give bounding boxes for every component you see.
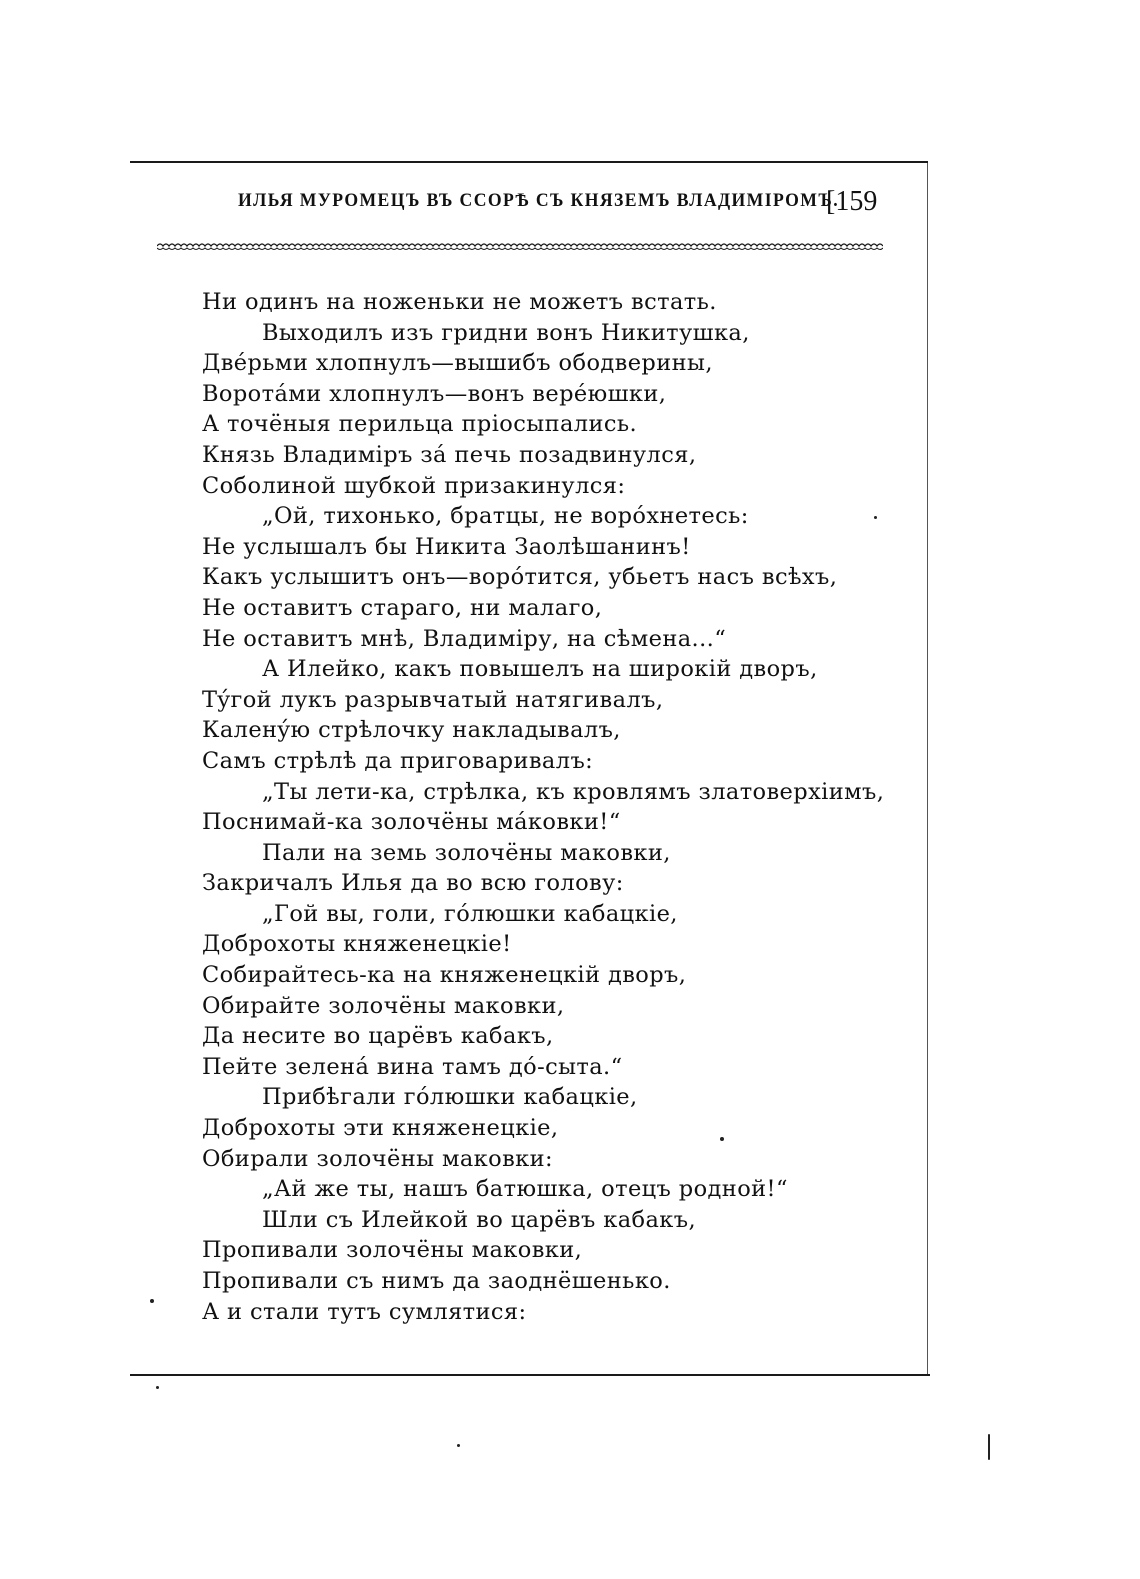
- verse-line: А Илейко, какъ повышелъ на широкій дворъ,: [262, 656, 818, 683]
- verse-line: „Ай же ты, нашъ батюшка, отецъ родной!“: [262, 1176, 788, 1203]
- verse-line: Прибѣгали гóлюшки кабацкіе,: [262, 1084, 638, 1111]
- verse-line: Не услышалъ бы Никита Заолѣшанинъ!: [202, 533, 691, 560]
- verse-line: Пропивали съ нимъ да заоднёшенько.: [202, 1268, 671, 1294]
- scan-speck: [150, 1299, 154, 1303]
- verse-line: Тýгой лукъ разрывчатый натягивалъ,: [202, 686, 664, 713]
- verse-line: Не оставитъ мнѣ, Владиміру, на сѣмена...“: [202, 625, 727, 652]
- scan-speck: [874, 516, 877, 519]
- footer-bottom-rule: [130, 1374, 930, 1376]
- scan-speck: [457, 1444, 460, 1447]
- verse-line: Да несите во царёвъ кабакъ,: [202, 1023, 554, 1050]
- verse-line: „Гой вы, голи, гóлюшки кабацкіе,: [262, 900, 678, 927]
- verse-line: Двéрьми хлопнулъ—вышибъ ободверины,: [202, 350, 713, 377]
- scan-speck: [988, 1434, 990, 1460]
- verse-line: Обирали золочёны маковки:: [202, 1145, 553, 1172]
- verse-line: Пропивали золочёны маковки,: [202, 1237, 583, 1264]
- scan-speck: [720, 1137, 724, 1141]
- scan-speck: [156, 1386, 159, 1389]
- verse-line: Воротáми хлопнулъ—вонъ верéюшки,: [202, 380, 667, 407]
- verse-line: „Ой, тихонько, братцы, не ворóхнетесь:: [262, 503, 749, 530]
- verse-line: Какъ услышитъ онъ—ворóтится, убьетъ насъ всѣхъ,: [202, 564, 838, 591]
- verse-line: Пейте зеленá вина тамъ дó-сыта.“: [202, 1053, 623, 1080]
- right-page-border: [927, 163, 928, 1374]
- page-number: [159: [826, 186, 878, 217]
- verse-line: Не оставитъ стараго, ни малаго,: [202, 594, 603, 621]
- poem-text-block: [202, 287, 922, 1327]
- verse-line: Ни одинъ на ноженьки не можетъ встать.: [202, 289, 717, 315]
- verse-line: Самъ стрѣлѣ да приговаривалъ:: [202, 747, 594, 774]
- verse-line: Князь Владиміръ зá печь позадвинулся,: [202, 441, 697, 468]
- verse-line: Поснимай-ка золочёны мáковки!“: [202, 809, 621, 836]
- verse-line: Соболиной шубкой призакинулся:: [202, 472, 626, 499]
- verse-line: Собирайтесь-ка на княженецкій дворъ,: [202, 962, 687, 989]
- verse-line: Пали на земь золочёны маковки,: [262, 839, 671, 866]
- decorative-wavy-rule: [157, 239, 883, 253]
- verse-line: „Ты лети-ка, стрѣлка, къ кровлямъ златоверхіимъ,: [262, 778, 885, 805]
- verse-line: Каленýю стрѣлочку накладывалъ,: [202, 717, 621, 744]
- verse-line: А точёныя перильца пріосыпались.: [202, 411, 638, 438]
- verse-line: Шли съ Илейкой во царёвъ кабакъ,: [262, 1206, 697, 1233]
- running-title: ИЛЬЯ МУРОМЕЦЪ ВЪ ССОРѢ СЪ КНЯЗЕМЪ ВЛАДИМІРОМЪ.: [238, 190, 840, 211]
- verse-line: Закричалъ Илья да во всю голову:: [202, 870, 624, 897]
- verse-line: Обирайте золочёны маковки,: [202, 992, 565, 1019]
- header-top-rule: [130, 161, 928, 163]
- verse-line: Выходилъ изъ гридни вонъ Никитушка,: [262, 319, 750, 346]
- verse-line: Доброхоты эти княженецкіе,: [202, 1115, 559, 1142]
- verse-line: Доброхоты княженецкіе!: [202, 931, 512, 958]
- verse-line: А и стали тутъ сумлятися:: [202, 1298, 527, 1325]
